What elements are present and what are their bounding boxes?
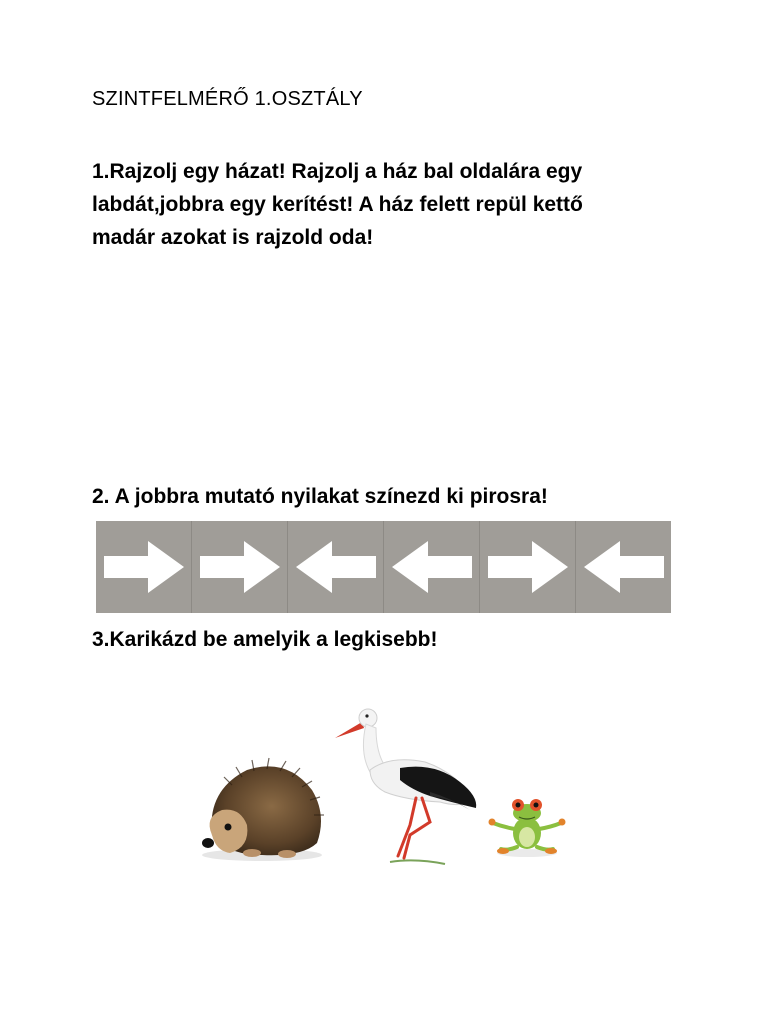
- task-1-line-2: labdát,jobbra egy kerítést! A ház felett repül kettő: [92, 193, 583, 216]
- arrow-right-icon: [198, 539, 282, 595]
- page-title: SZINTFELMÉRŐ 1.OSZTÁLY: [92, 88, 363, 110]
- arrow-right-icon: [486, 539, 570, 595]
- task-2: 2. A jobbra mutató nyilakat színezd ki pirosra!: [92, 485, 548, 508]
- arrow-left-icon: [582, 539, 666, 595]
- arrow-left-icon: [390, 539, 474, 595]
- task-1-line-1: 1.Rajzolj egy házat! Rajzolj a ház bal oldalára egy: [92, 160, 583, 183]
- arrow-left-3[interactable]: [288, 521, 384, 613]
- task-1: [92, 155, 692, 254]
- arrow-right-1[interactable]: [96, 521, 192, 613]
- task-1-line-3: madár azokat is rajzold oda!: [92, 226, 374, 249]
- stork-image[interactable]: [330, 700, 480, 870]
- arrow-left-icon: [294, 539, 378, 595]
- arrow-left-4[interactable]: [384, 521, 480, 613]
- arrow-right-icon: [102, 539, 186, 595]
- arrow-right-2[interactable]: [192, 521, 288, 613]
- arrow-right-5[interactable]: [480, 521, 576, 613]
- task-3: 3.Karikázd be amelyik a legkisebb!: [92, 628, 438, 651]
- arrow-strip: [96, 521, 671, 613]
- hedgehog-image[interactable]: [192, 755, 327, 865]
- arrow-left-6[interactable]: [576, 521, 671, 613]
- frog-image[interactable]: [485, 795, 570, 860]
